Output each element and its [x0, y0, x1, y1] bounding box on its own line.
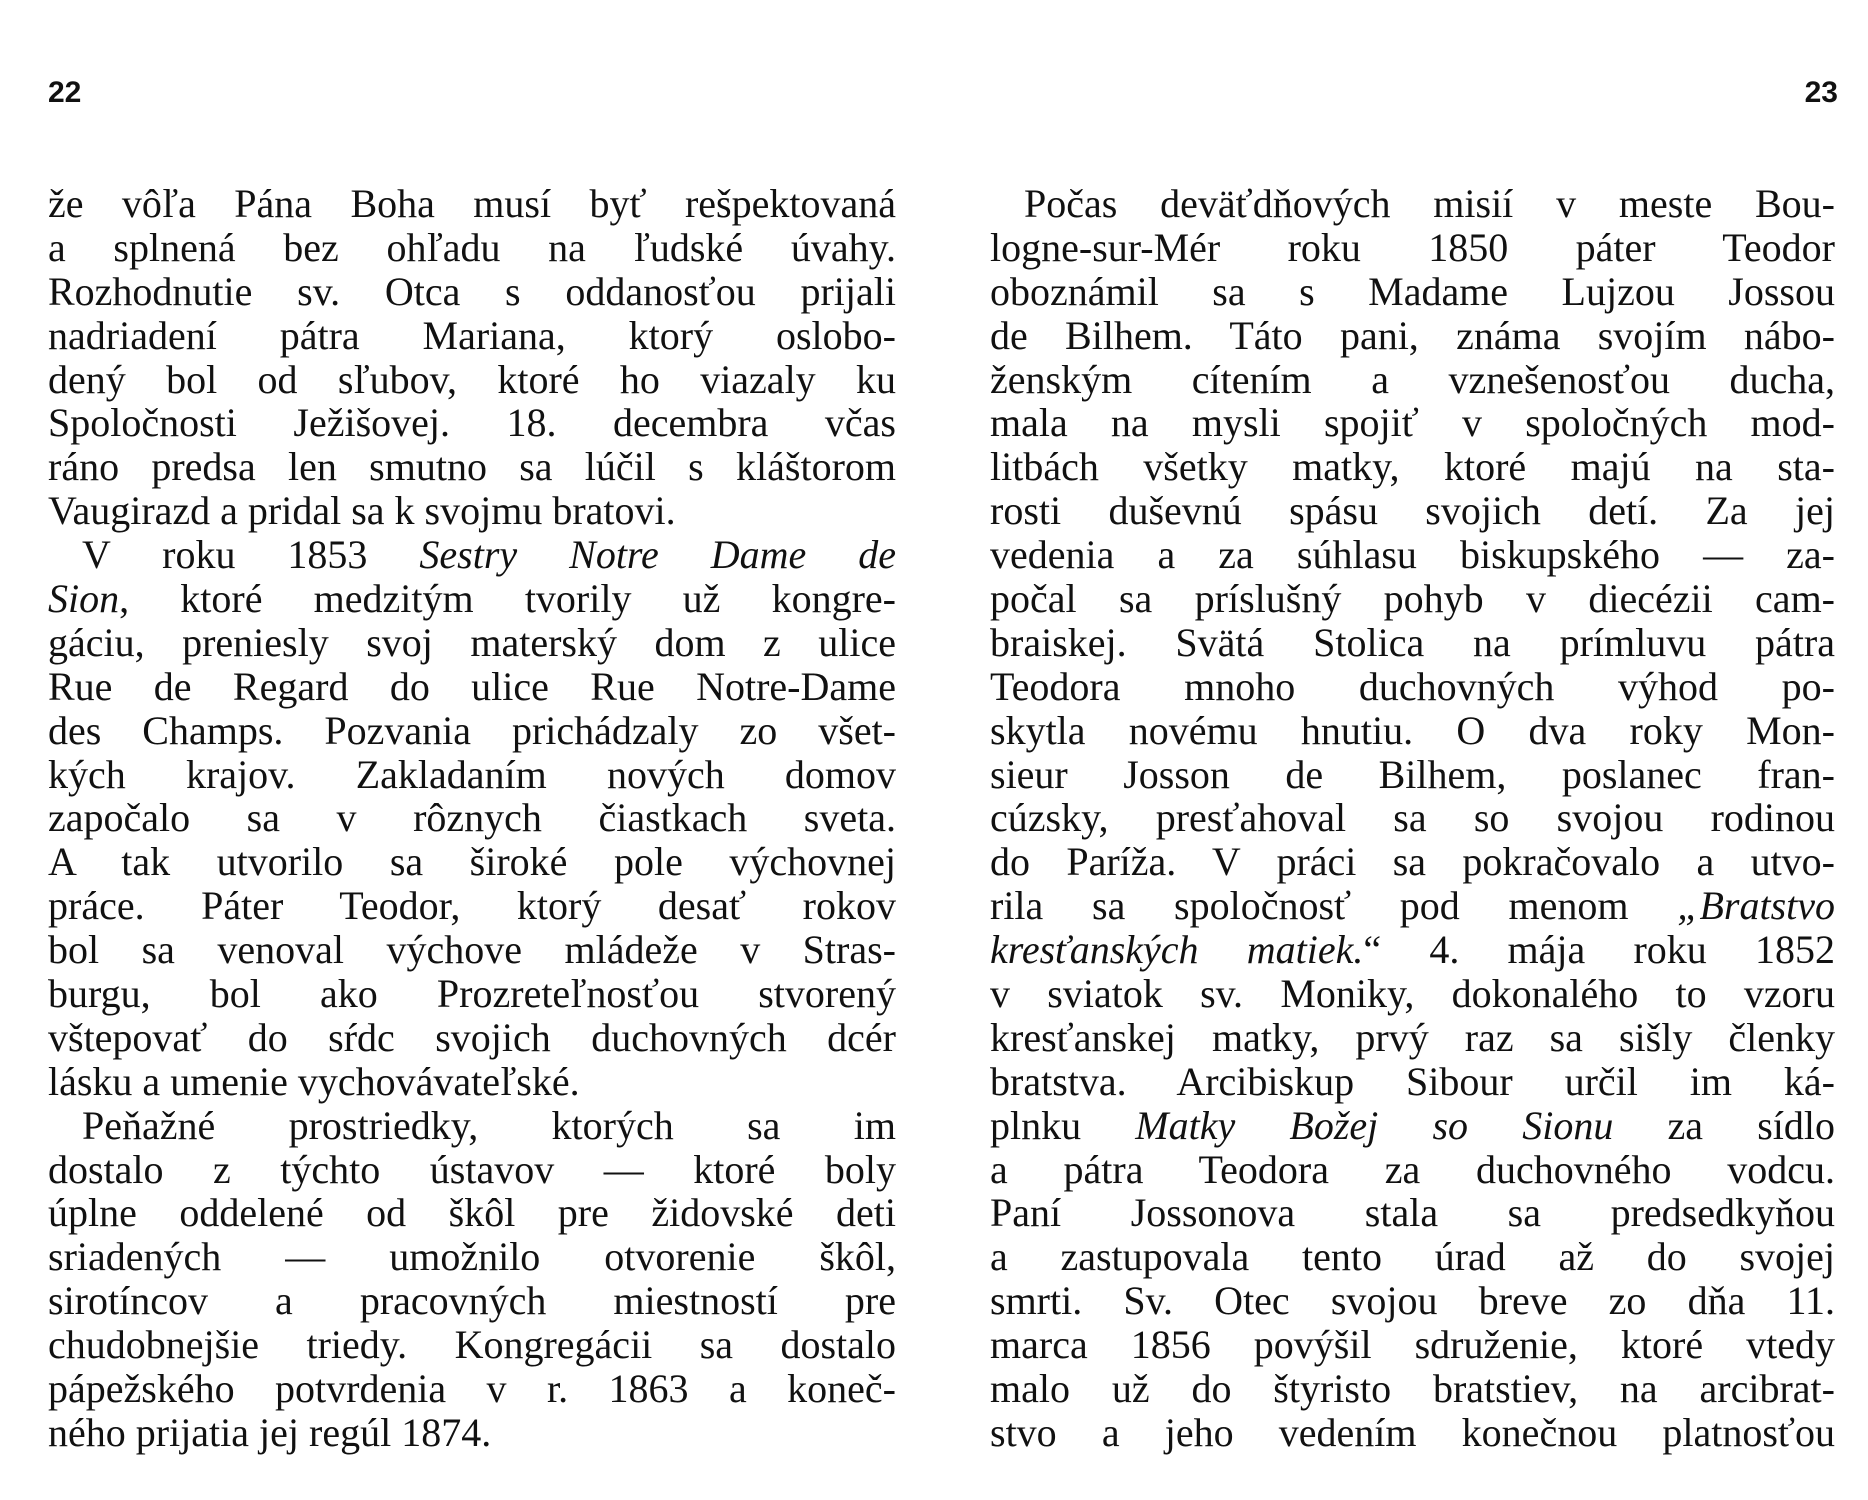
text-line: Rue de Regard do ulice Rue Notre-Dame: [48, 663, 896, 709]
left-page-text: [48, 182, 896, 1455]
right-page-text: [990, 182, 1835, 1455]
text-line: sieur Josson de Bilhem, poslanec fran-: [990, 751, 1835, 797]
text-line: úplne oddelené od škôl pre židovské deti: [48, 1190, 896, 1236]
italic-title: Sion: [48, 576, 120, 622]
text-run: , ktoré medzitým tvorily už kongre-: [119, 576, 896, 622]
text-run: rila sa spoločnosť pod menom: [990, 883, 1678, 929]
text-line: [48, 533, 896, 577]
text-line: ného prijatia jej regúl 1874.: [48, 1409, 492, 1455]
text-line: chudobnejšie triedy. Kongregácii sa dostalo: [48, 1322, 896, 1368]
text-line: práce. Páter Teodor, ktorý desať rokov: [48, 883, 896, 929]
text-line: stvo a jeho vedením konečnou platnosťou: [990, 1409, 1835, 1455]
text-line: započalo sa v rôznych čiastkach sveta.: [48, 795, 896, 841]
text-line: Teodora mnoho duchovných výhod po-: [990, 663, 1835, 709]
text-line: sriadených — umožnilo otvorenie škôl,: [48, 1234, 896, 1280]
text-line: ráno predsa len smutno sa lúčil s kláštorom: [48, 444, 896, 490]
text-line: bratstva. Arcibiskup Sibour určil im ká-: [990, 1058, 1835, 1104]
text-line: Vaugirazd a pridal sa k svojmu bratovi.: [48, 488, 676, 534]
text-line: počal sa príslušný pohyb v diecézii cam-: [990, 576, 1835, 622]
text-line: bol sa venoval výchove mládeže v Stras-: [48, 927, 896, 973]
text-line: vštepovať do sŕdc svojich duchovných dcér: [48, 1014, 896, 1060]
text-run: “ 4. mája roku 1852: [1363, 927, 1836, 973]
text-line: Rozhodnutie sv. Otca s oddanosťou prijali: [48, 268, 896, 314]
text-line: mala na mysli spojiť v spoločných mod-: [990, 400, 1835, 446]
text-line: [990, 928, 1835, 972]
text-line: logne-sur-Mér roku 1850 páter Teodor: [990, 224, 1835, 270]
right-page-number: 23: [1804, 76, 1838, 109]
text-line: vedenia a za súhlasu biskupského — za-: [990, 532, 1835, 578]
text-line: v sviatok sv. Moniky, dokonalého to vzoru: [990, 971, 1835, 1017]
text-line: litbách všetky matky, ktoré majú na sta-: [990, 444, 1835, 490]
italic-title: kresťanských matiek.: [990, 927, 1364, 973]
left-page-number: 22: [48, 76, 82, 109]
text-line: do Paríža. V práci sa pokračovalo a utvo-: [990, 839, 1835, 885]
text-line: Paní Jossonova stala sa predsedkyňou: [990, 1190, 1835, 1236]
text-line: ženským cítením a vznešenosťou ducha,: [990, 356, 1835, 402]
text-line: malo už do štyristo bratstiev, na arcibrat-: [990, 1366, 1835, 1412]
text-line: a splnená bez ohľadu na ľudské úvahy.: [48, 224, 896, 270]
text-line: rosti duševnú spásu svojich detí. Za jej: [990, 488, 1835, 534]
text-line: kých krajov. Zakladaním nových domov: [48, 751, 896, 797]
text-line: cúzsky, presťahoval sa so svojou rodinou: [990, 795, 1835, 841]
text-line: a zastupovala tento úrad až do svojej: [990, 1234, 1835, 1280]
text-line: Spoločnosti Ježišovej. 18. decembra včas: [48, 400, 896, 446]
text-line: oboznámil sa s Madame Lujzou Jossou: [990, 268, 1835, 314]
text-line: že vôľa Pána Boha musí byť rešpektovaná: [48, 181, 896, 226]
italic-title: Sestry Notre Dame de: [419, 532, 896, 578]
text-line: de Bilhem. Táto pani, známa svojím nábo-: [990, 312, 1835, 358]
text-run: plnku: [990, 1102, 1136, 1148]
text-line: [990, 884, 1835, 928]
text-line: Peňažné prostriedky, ktorých sa im: [82, 1102, 896, 1148]
text-line: braiskej. Svätá Stolica na prímluvu pátra: [990, 619, 1835, 665]
text-line: pápežského potvrdenia v r. 1863 a koneč-: [48, 1366, 896, 1412]
text-line: lásku a umenie vychovávateľské.: [48, 1058, 580, 1104]
text-run: za sídlo: [1613, 1102, 1835, 1148]
text-line: marca 1856 povýšil sdruženie, ktoré vtedy: [990, 1322, 1835, 1368]
text-line: a pátra Teodora za duchovného vodcu.: [990, 1146, 1835, 1192]
italic-title: Matky Božej so Sionu: [1135, 1102, 1614, 1148]
text-line: sirotíncov a pracovných miestností pre: [48, 1278, 896, 1324]
text-line: dený bol od sľubov, ktoré ho viazaly ku: [48, 356, 896, 402]
text-line: burgu, bol ako Prozreteľnosťou stvorený: [48, 971, 896, 1017]
text-line: Počas deväťdňových misií v meste Bou-: [1024, 181, 1835, 226]
text-line: smrti. Sv. Otec svojou breve zo dňa 11.: [990, 1278, 1835, 1324]
text-line: dostalo z týchto ústavov — ktoré boly: [48, 1146, 896, 1192]
text-line: [990, 1104, 1835, 1148]
text-line: kresťanskej matky, prvý raz sa sišly členky: [990, 1014, 1835, 1060]
text-line: des Champs. Pozvania prichádzaly zo všet-: [48, 707, 896, 753]
italic-title: „Bratstvo: [1677, 883, 1835, 929]
text-line: skytla novému hnutiu. O dva roky Mon-: [990, 707, 1835, 753]
text-run: V roku 1853: [82, 532, 420, 578]
text-line: gáciu, preniesly svoj materský dom z ulice: [48, 619, 896, 665]
text-line: A tak utvorilo sa široké pole výchovnej: [48, 839, 896, 885]
text-line: [48, 577, 896, 621]
text-line: nadriadení pátra Mariana, ktorý oslobo-: [48, 312, 896, 358]
